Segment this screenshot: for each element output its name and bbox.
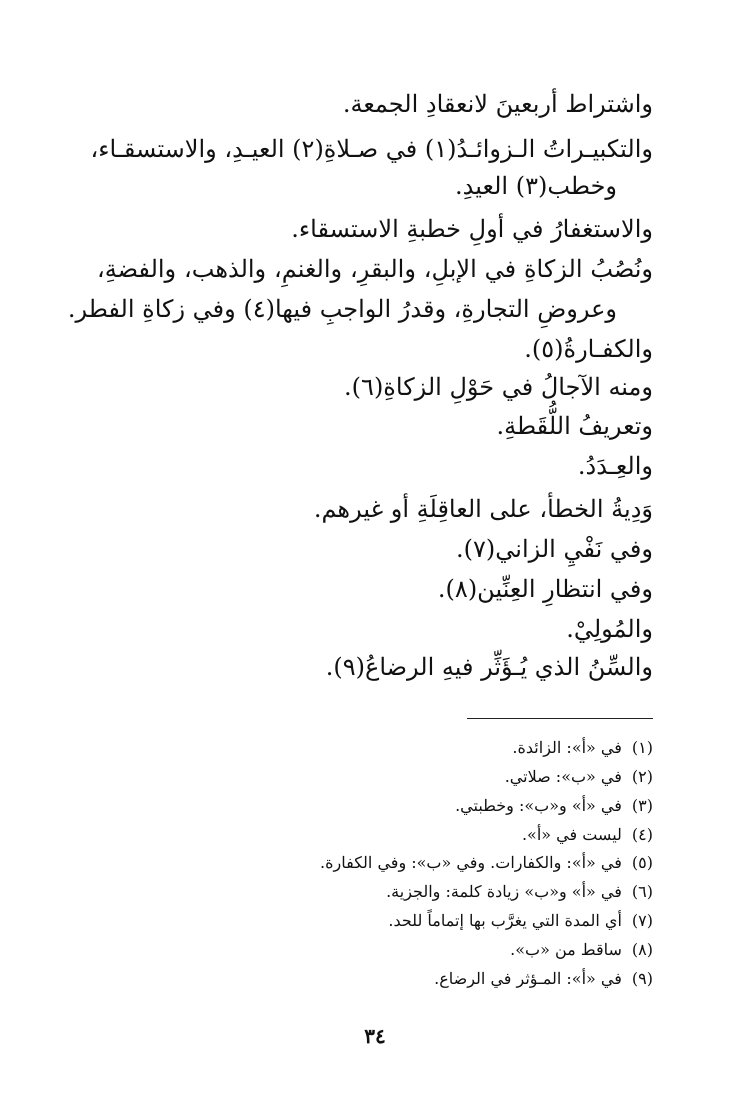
footnote-text: في «ب»: صلاتي. [504, 767, 622, 786]
body-line-2: والتكبيـراتُ الـزوائـدُ(١) في صـلاةِ(٢) العيـدِ، والاستسقـاء، [90, 135, 653, 163]
body-line-4: والاستغفارُ في أولِ خطبةِ الاستسقاء. [291, 215, 653, 243]
body-line-10: والعِـدَدُ. [577, 452, 653, 480]
footnote-number: (٦) [631, 882, 653, 901]
body-line-14: والمُولِيْ. [566, 615, 653, 643]
footnote-number: (٤) [631, 825, 653, 844]
footnote-text: أي المدة التي يغرَّب بها إتماماً للحد. [388, 911, 622, 930]
footnote-6 [386, 882, 653, 901]
body-line-9: وتعريفُ اللُّقَطةِ. [496, 412, 653, 440]
footnote-9 [434, 969, 653, 988]
footnote-4 [522, 825, 653, 844]
footnote-number: (٥) [631, 853, 653, 872]
page-number: ٣٤ [364, 1024, 386, 1048]
body-line-12: وفي نَفْيِ الزاني(٧). [456, 535, 653, 563]
footnote-number: (٨) [631, 940, 653, 959]
footnote-text: في «أ» و«ب»: وخطبتي. [455, 796, 622, 815]
body-line-11: وَدِيةُ الخطأ، على العاقِلَةِ أو غيرهم. [313, 495, 653, 523]
body-line-7: والكفـارةُ(٥). [524, 335, 653, 363]
footnote-7 [388, 911, 653, 930]
footnote-text: في «أ»: المـؤثر في الرضاع. [434, 969, 622, 988]
footnote-separator [467, 718, 653, 719]
footnote-1 [512, 738, 653, 757]
footnote-8 [510, 940, 653, 959]
footnote-text: ساقط من «ب». [510, 940, 622, 959]
footnote-number: (١) [631, 738, 653, 757]
footnote-number: (٢) [631, 767, 653, 786]
body-line-3: وخطب(٣) العيدِ. [455, 172, 617, 200]
footnote-number: (٩) [631, 969, 653, 988]
footnote-text: في «أ» و«ب» زيادة كلمة: والجزية. [386, 882, 622, 901]
footnote-5 [320, 853, 653, 872]
body-line-15: والسِّنُ الذي يُـؤَثِّر فيهِ الرضاعُ(٩). [325, 653, 653, 681]
body-line-8: ومنه الآجالُ في حَوْلِ الزكاةِ(٦). [344, 373, 653, 401]
footnote-number: (٣) [631, 796, 653, 815]
body-line-13: وفي انتظارِ العِنِّين(٨). [437, 575, 653, 603]
body-line-1: واشتراط أربعينَ لانعقادِ الجمعة. [342, 90, 653, 118]
footnote-text: ليست في «أ». [521, 825, 622, 844]
body-line-6: وعروضِ التجارةِ، وقدرُ الواجبِ فيها(٤) وفي زكاةِ الفطر. [67, 295, 617, 323]
footnote-2 [505, 767, 653, 786]
footnote-number: (٧) [631, 911, 653, 930]
footnote-text: في «أ»: والكفارات. وفي «ب»: وفي الكفارة. [320, 853, 622, 872]
footnote-text: في «أ»: الزائدة. [512, 738, 622, 757]
footnote-3 [455, 796, 653, 815]
body-line-5: ونُصُبُ الزكاةِ في الإبلِ، والبقرِ، والغنمِ، والذهب، والفضةِ، [97, 255, 653, 283]
